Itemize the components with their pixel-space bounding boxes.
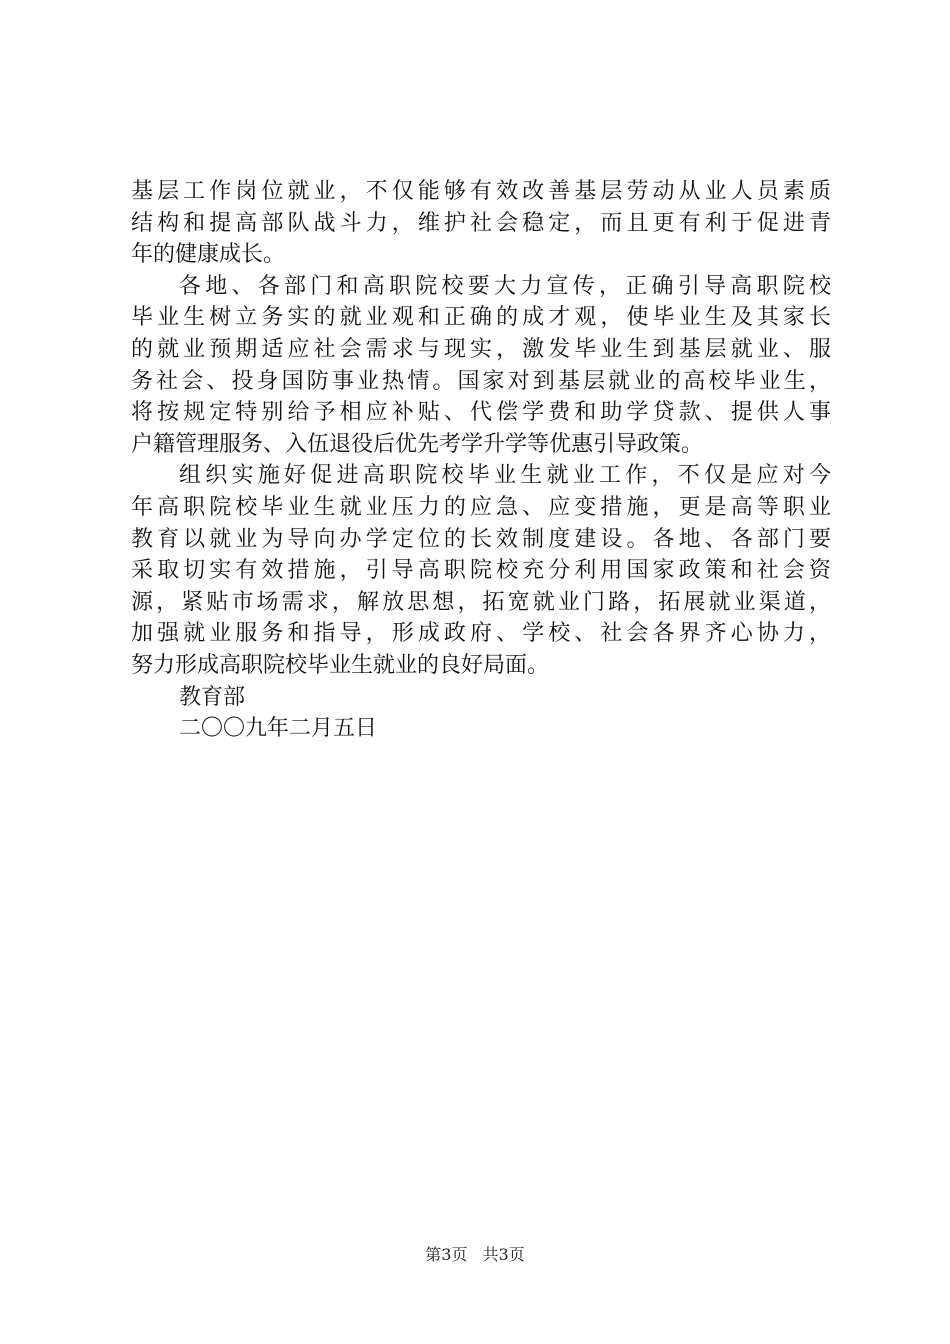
text-line: 年高职院校毕业生就业压力的应急、应变措施，更是高等职业 xyxy=(131,494,831,520)
text-line: 年的健康成长。 xyxy=(131,242,286,268)
text-line: 将按规定特别给予相应补贴、代偿学费和助学贷款、提供人事 xyxy=(131,400,831,426)
text-line: 采取切实有效措施，引导高职院校充分利用国家政策和社会资 xyxy=(131,558,831,584)
text-line: 加强就业服务和指导，形成政府、学校、社会各界齐心协力， xyxy=(131,621,831,647)
page-number: 第3页 xyxy=(425,1245,468,1264)
page-footer xyxy=(0,1245,950,1265)
text-line: 源，紧贴市场需求，解放思想，拓宽就业门路，拓展就业渠道， xyxy=(131,589,831,615)
document-body xyxy=(131,176,831,745)
text-line: 毕业生树立务实的就业观和正确的成才观，使毕业生及其家长 xyxy=(131,305,831,331)
text-line: 二〇〇九年二月五日 xyxy=(179,716,378,742)
text-line: 结构和提高部队战斗力，维护社会稳定，而且更有利于促进青 xyxy=(131,210,831,236)
text-line: 务社会、投身国防事业热情。国家对到基层就业的高校毕业生， xyxy=(131,368,831,394)
text-line: 各地、各部门和高职院校要大力宣传，正确引导高职院校 xyxy=(179,273,831,299)
text-line: 的就业预期适应社会需求与现实，激发毕业生到基层就业、服 xyxy=(131,336,831,362)
text-line: 教育部 xyxy=(179,684,246,710)
text-line: 努力形成高职院校毕业生就业的良好局面。 xyxy=(131,652,550,678)
text-line: 户籍管理服务、入伍退役后优先考学升学等优惠引导政策。 xyxy=(131,431,704,457)
text-line: 组织实施好促进高职院校毕业生就业工作，不仅是应对今 xyxy=(179,463,831,489)
text-line: 教育以就业为导向办学定位的长效制度建设。各地、各部门要 xyxy=(131,526,831,552)
text-line: 基层工作岗位就业，不仅能够有效改善基层劳动从业人员素质 xyxy=(131,179,831,204)
page-total: 共3页 xyxy=(482,1245,525,1264)
